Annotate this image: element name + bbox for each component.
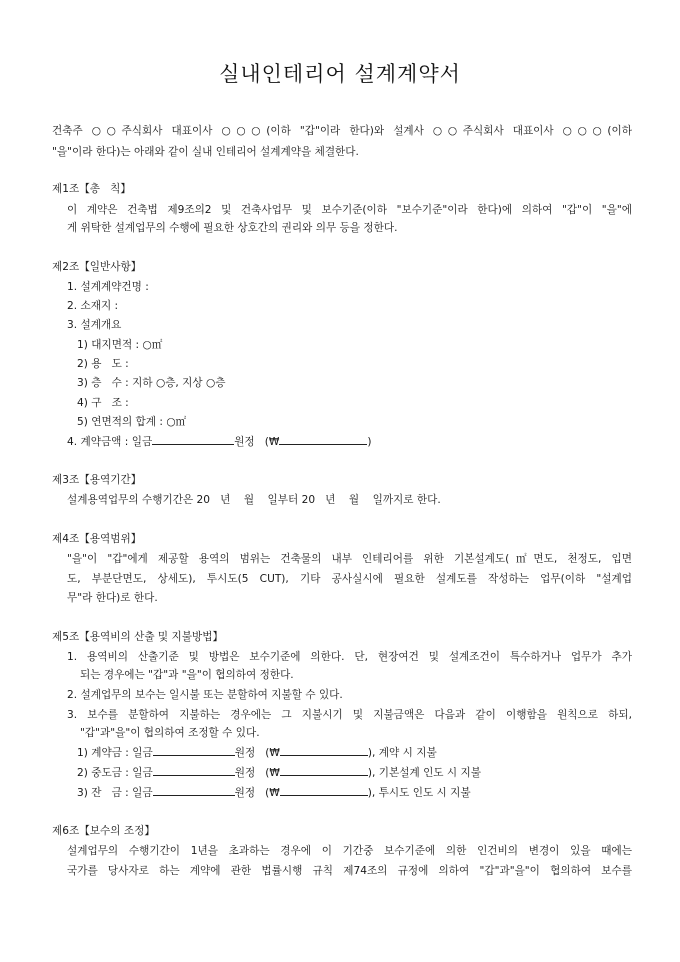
payment-2-blank (153, 765, 235, 776)
payment-3-label: 3) 잔 금 : 일금 (77, 787, 153, 799)
article-4-line-2: 도, 부분단면도, 상세도), 투시도(5 CUT), 기타 공사실시에 필요한 설계도를 작성하는 업무(이하 "설계업 (67, 573, 632, 585)
contract-amount-label: 4. 계약금액 : 일금 (67, 436, 153, 448)
article-1-line-1: 이 계약은 건축법 제9조의2 및 건축사업무 및 보수기준(이하 "보수기준"이라 한다)에 의하여 "갑"이 "을"에 (67, 204, 632, 216)
article-5-item-2: 2. 설계업무의 보수는 일시불 또는 분할하여 지불할 수 있다. (67, 689, 343, 701)
payment-3-won: 원정 (₩ (234, 787, 280, 799)
article-5-item-1b: 되는 경우에는 "갑"과 "을"이 협의하여 정한다. (80, 669, 294, 681)
article-4-heading: 제4조【용역범위】 (52, 533, 142, 545)
article-1-line-2: 게 위탁한 설계업무의 수행에 필요한 상호간의 권리와 의무 등을 정한다. (67, 222, 398, 234)
payment-2-won: 원정 (₩ (234, 767, 280, 779)
article-5-item-3a: 3. 보수를 분할하여 지불하는 경우에는 그 지불시기 및 지불금액은 다음과 같이 이행함을 원칙으로 하되, (67, 709, 632, 721)
article-3-line: 설계용역업무의 수행기간은 20 년 월 일부터 20 년 월 일까지로 한다. (67, 494, 441, 506)
payment-3-blank (153, 785, 235, 796)
article-5-item-1a: 1. 용역비의 산출기준 및 방법은 보수기준에 의한다. 단, 현장여건 및 설계조건이 특수하거나 업무가 추가 (67, 651, 632, 663)
payment-3-number-blank (280, 785, 368, 796)
payment-1-tail: ), 계약 시 지불 (367, 747, 437, 759)
paren-close: ) (367, 436, 372, 448)
article-2-sub-5: 5) 연면적의 합계 : ○㎡ (77, 416, 187, 428)
payment-1-label: 1) 계약금 : 일금 (77, 747, 153, 759)
article-2-heading: 제2조【일반사항】 (52, 261, 142, 273)
article-6-heading: 제6조【보수의 조정】 (52, 825, 155, 837)
article-1-heading: 제1조【총 칙】 (52, 183, 131, 195)
amount-blank (152, 434, 234, 445)
payment-1-number-blank (280, 745, 368, 756)
article-3-heading: 제3조【용역기간】 (52, 474, 142, 486)
payment-2-label: 2) 중도금 : 일금 (77, 767, 153, 779)
article-4-line-1: "을"이 "갑"에게 제공할 용역의 범위는 건축물의 내부 인테리어를 위한 기본설계도(㎡면도, 천정도, 입면 (67, 553, 632, 565)
payment-row-3 (77, 785, 471, 800)
article-5-item-3b: "갑"과"을"이 협의하여 조정할 수 있다. (80, 727, 260, 739)
article-2-item-3: 3. 설계개요 (67, 319, 122, 331)
article-6-line-2: 국가를 당사자로 하는 계약에 관한 법률시행 규칙 제74조의 규정에 의하여 "갑"과"을"이 협의하여 보수를 (67, 865, 632, 877)
payment-1-won: 원정 (₩ (234, 747, 280, 759)
payment-3-tail: ), 투시도 인도 시 지불 (367, 787, 471, 799)
document-title: 실내인테리어 설계계약서 (219, 62, 461, 86)
article-2-sub-2: 2) 용 도 : (77, 358, 129, 370)
payment-1-blank (153, 745, 235, 756)
payment-row-1 (77, 745, 437, 760)
article-2-sub-1: 1) 대지면적 : ○㎡ (77, 339, 163, 351)
article-2-sub-4: 4) 구 조 : (77, 397, 129, 409)
article-2-item-2: 2. 소재지 : (67, 300, 119, 312)
article-5-heading: 제5조【용역비의 산출 및 지불방법】 (52, 631, 224, 643)
payment-2-tail: ), 기본설계 인도 시 지불 (367, 767, 481, 779)
won-label: 원정 (₩ (234, 436, 280, 448)
article-2-sub-3: 3) 층 수 : 지하 ○층, 지상 ○층 (77, 377, 226, 389)
amount-number-blank (279, 434, 367, 445)
article-2-item-4 (67, 434, 372, 449)
payment-2-number-blank (280, 765, 368, 776)
intro-line-2: "을"이라 한다)는 아래와 같이 실내 인테리어 설계계약을 체결한다. (52, 146, 359, 158)
payment-row-2 (77, 765, 481, 780)
intro-line-1: 건축주 ○○주식회사 대표이사 ○○○(이하 "갑"이라 한다)와 설계사 ○○주식회사 대표이사 ○○○(이하 (52, 125, 632, 137)
article-2-item-1: 1. 설계계약건명 : (67, 281, 149, 293)
article-6-line-1: 설계업무의 수행기간이 1년을 초과하는 경우에 이 기간중 보수기준에 의한 인건비의 변경이 있을 때에는 (67, 845, 632, 857)
article-4-line-3: 무"라 한다)로 한다. (67, 592, 158, 604)
